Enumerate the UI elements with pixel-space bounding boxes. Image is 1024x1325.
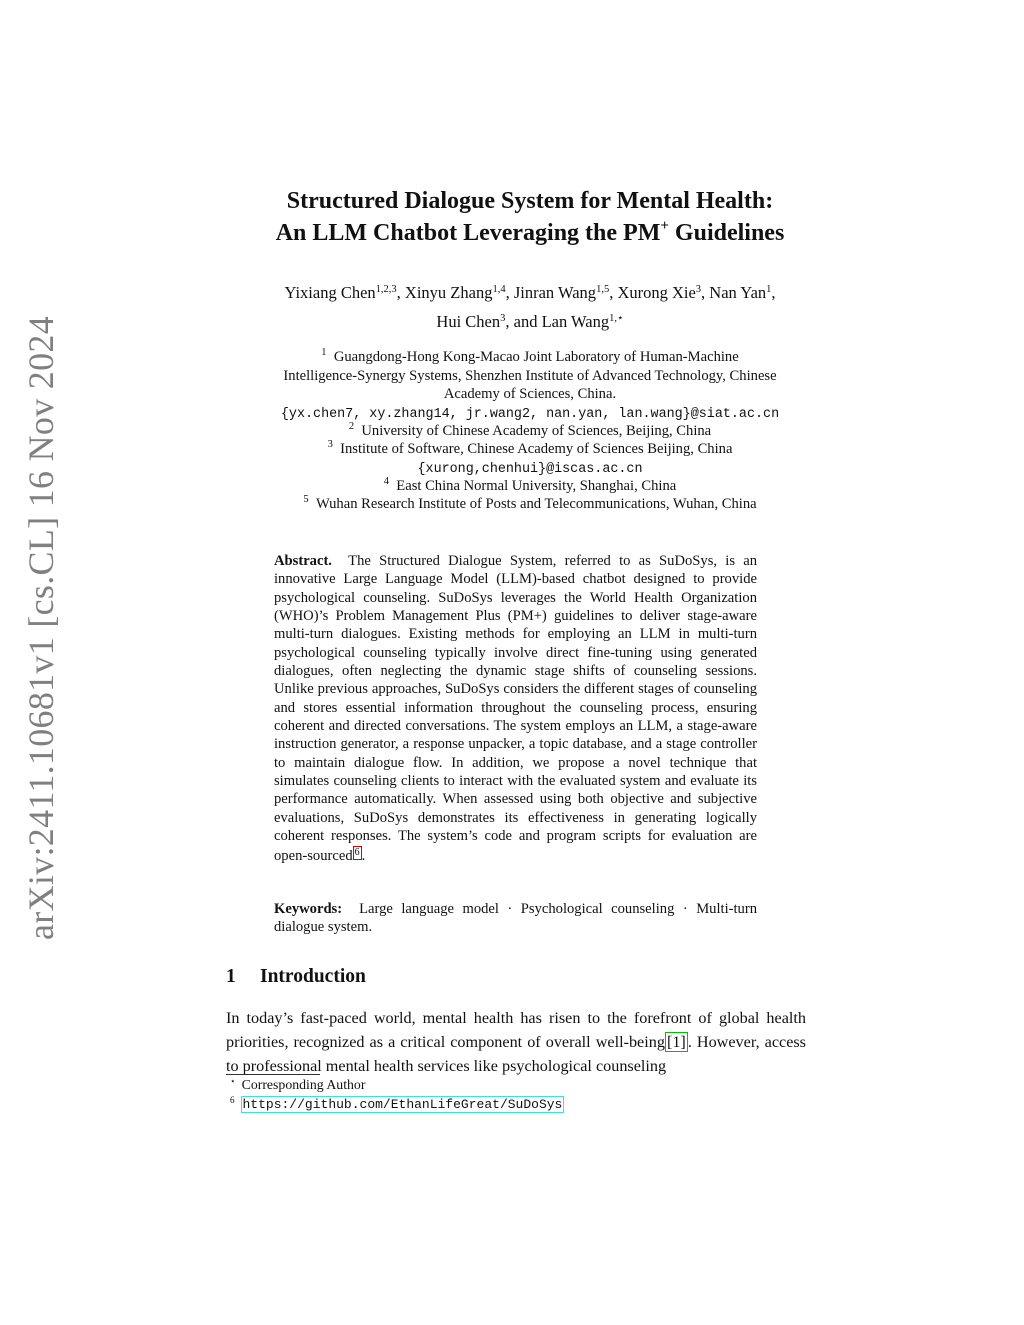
author: Nan Yan$^1$, bbox=[709, 283, 776, 302]
author: Xinyu Zhang$^{1,4}$, bbox=[404, 283, 514, 302]
affiliation-1-email: {yx.chen7, xy.zhang14, jr.wang2, nan.yan, lan.wang}@siat.ac.cn bbox=[280, 407, 780, 422]
introduction-paragraph: In today’s fast-paced world, mental health has risen to the forefront of global health priorities, recognized as a critical component of overall well-being [1] . However, access to professional mental health services like psychological counseling bbox=[226, 1009, 806, 1075]
affiliation-1-line-3: Academy of Sciences, China. bbox=[443, 386, 617, 402]
author-list-line-1 bbox=[180, 283, 880, 303]
affiliation-1-line-1: $^1$ Guangdong-Hong Kong-Macao Joint Laboratory of Human-Machine bbox=[321, 347, 739, 365]
affiliation-3: $^3$ Institute of Software, Chinese Academy of Sciences Beijing, China bbox=[327, 439, 733, 457]
github-url-link[interactable]: https://github.com/EthanLifeGreat/SuDoSys bbox=[242, 1097, 563, 1112]
keywords-label: Keywords: bbox=[274, 901, 343, 917]
section-heading bbox=[226, 966, 366, 988]
abstract-text: The Structured Dialogue System, referred to as SuDoSys, is an innovative Large Language Model (LLM)-based chatbot designed to provide psychological counseling. SuDoSys leverages the World Health Organization (WHO)’s Problem Management Plus (PM+) guidelines to deliver stage-aware multi-turn dialogues. Existing methods for employing an LLM in multi-turn psychological counseling typically involve direct fine-tuning using generated dialogues, often neglecting the dynamic stage shifts of counseling sessions. Unlike previous approaches, SuDoSys considers the different stages of counseling and stores essential information throughout the counseling process, ensuring coherent and directed conversations. The system employs an LLM, a stage-aware instruction generator, a response unpacker, a topic database, and a stage controller to maintain dialogue flow. In addition, we propose a novel technique that simulates counseling clients to interact with the evaluated system and evaluate its performance automatically. When assessed using both objective and subjective evaluations, SuDoSys demonstrates its effectiveness in generating logically coherent responses. The system’s code and program scripts for evaluation are open-sourced bbox=[274, 553, 757, 864]
footnote-corresponding-author: ⋆ Corresponding Author bbox=[230, 1076, 366, 1092]
affiliation-5: $^5$ Wuhan Research Institute of Posts and Telecommunications, Wuhan, China bbox=[303, 494, 757, 512]
paper-title-line-2 bbox=[180, 218, 880, 248]
footnote-link[interactable]: 6 bbox=[354, 846, 360, 858]
keywords-text: Large language model · Psychological counseling · Multi-turn dialogue system. bbox=[274, 901, 757, 936]
footnote-github-link: $^6$ https://github.com/EthanLifeGreat/SuDoSys bbox=[230, 1095, 563, 1112]
author-list-line-2 bbox=[180, 312, 880, 332]
title-superscript: + bbox=[660, 218, 669, 234]
citation-link[interactable]: [1] bbox=[666, 1033, 686, 1051]
abstract: Abstract. The Structured Dialogue System, referred to as SuDoSys, is an innovative Large Language Model (LLM)-based chatbot designed to provide psychological counseling. SuDoSys leverages the World Health Organization (WHO)’s Problem Management Plus (PM+) guidelines to deliver stage-aware multi-turn dialogues. Existing methods for employing an LLM in multi-turn psychological counseling typically involve direct fine-tuning using generated dialogues, often neglecting the dynamic stage shifts of counseling sessions. Unlike previous approaches, SuDoSys considers the different stages of counseling and stores essential information throughout the counseling process, ensuring coherent and directed conversations. The system employs an LLM, a stage-aware instruction generator, a response unpacker, a topic database, and a stage controller to maintain dialogue flow. In addition, we propose a novel technique that simulates counseling clients to interact with the evaluated system and evaluate its performance automatically. When assessed using both objective and subjective evaluations, SuDoSys demonstrates its effectiveness in generating logically coherent responses. The system’s code and program scripts for evaluation are open-sourced 6 . bbox=[274, 553, 757, 864]
author: Jinran Wang$^{1,5}$, bbox=[513, 283, 618, 302]
affiliation-1-line-2: Intelligence-Synergy Systems, Shenzhen Institute of Advanced Technology, Chinese bbox=[283, 368, 777, 384]
author: Xurong Xie$^3$, bbox=[617, 283, 710, 302]
section-number: 1 bbox=[226, 966, 236, 987]
affiliation-3-email: {xurong,chenhui}@iscas.ac.cn bbox=[417, 462, 643, 477]
author: Lan Wang$^{1,⋆}$ bbox=[541, 312, 624, 331]
title-text: An LLM Chatbot Leveraging the PM bbox=[275, 220, 661, 246]
arxiv-identifier-stamp: arXiv:2411.10681v1 [cs.CL] 16 Nov 2024 bbox=[21, 316, 61, 940]
keywords bbox=[274, 900, 757, 937]
author: Yixiang Chen$^{1,2,3}$, bbox=[284, 283, 405, 302]
title-text-end: Guidelines bbox=[668, 220, 785, 246]
section-title: Introduction bbox=[260, 966, 366, 987]
author: Hui Chen$^3$, and bbox=[436, 312, 542, 331]
paper-title-line-1: Structured Dialogue System for Mental Health: bbox=[286, 188, 774, 214]
footnote-divider bbox=[226, 1074, 320, 1075]
affiliation-4: $^4$ East China Normal University, Shanghai, China bbox=[383, 476, 677, 494]
affiliation-2: $^2$ University of Chinese Academy of Sciences, Beijing, China bbox=[348, 421, 712, 439]
abstract-label: Abstract. bbox=[274, 553, 332, 569]
